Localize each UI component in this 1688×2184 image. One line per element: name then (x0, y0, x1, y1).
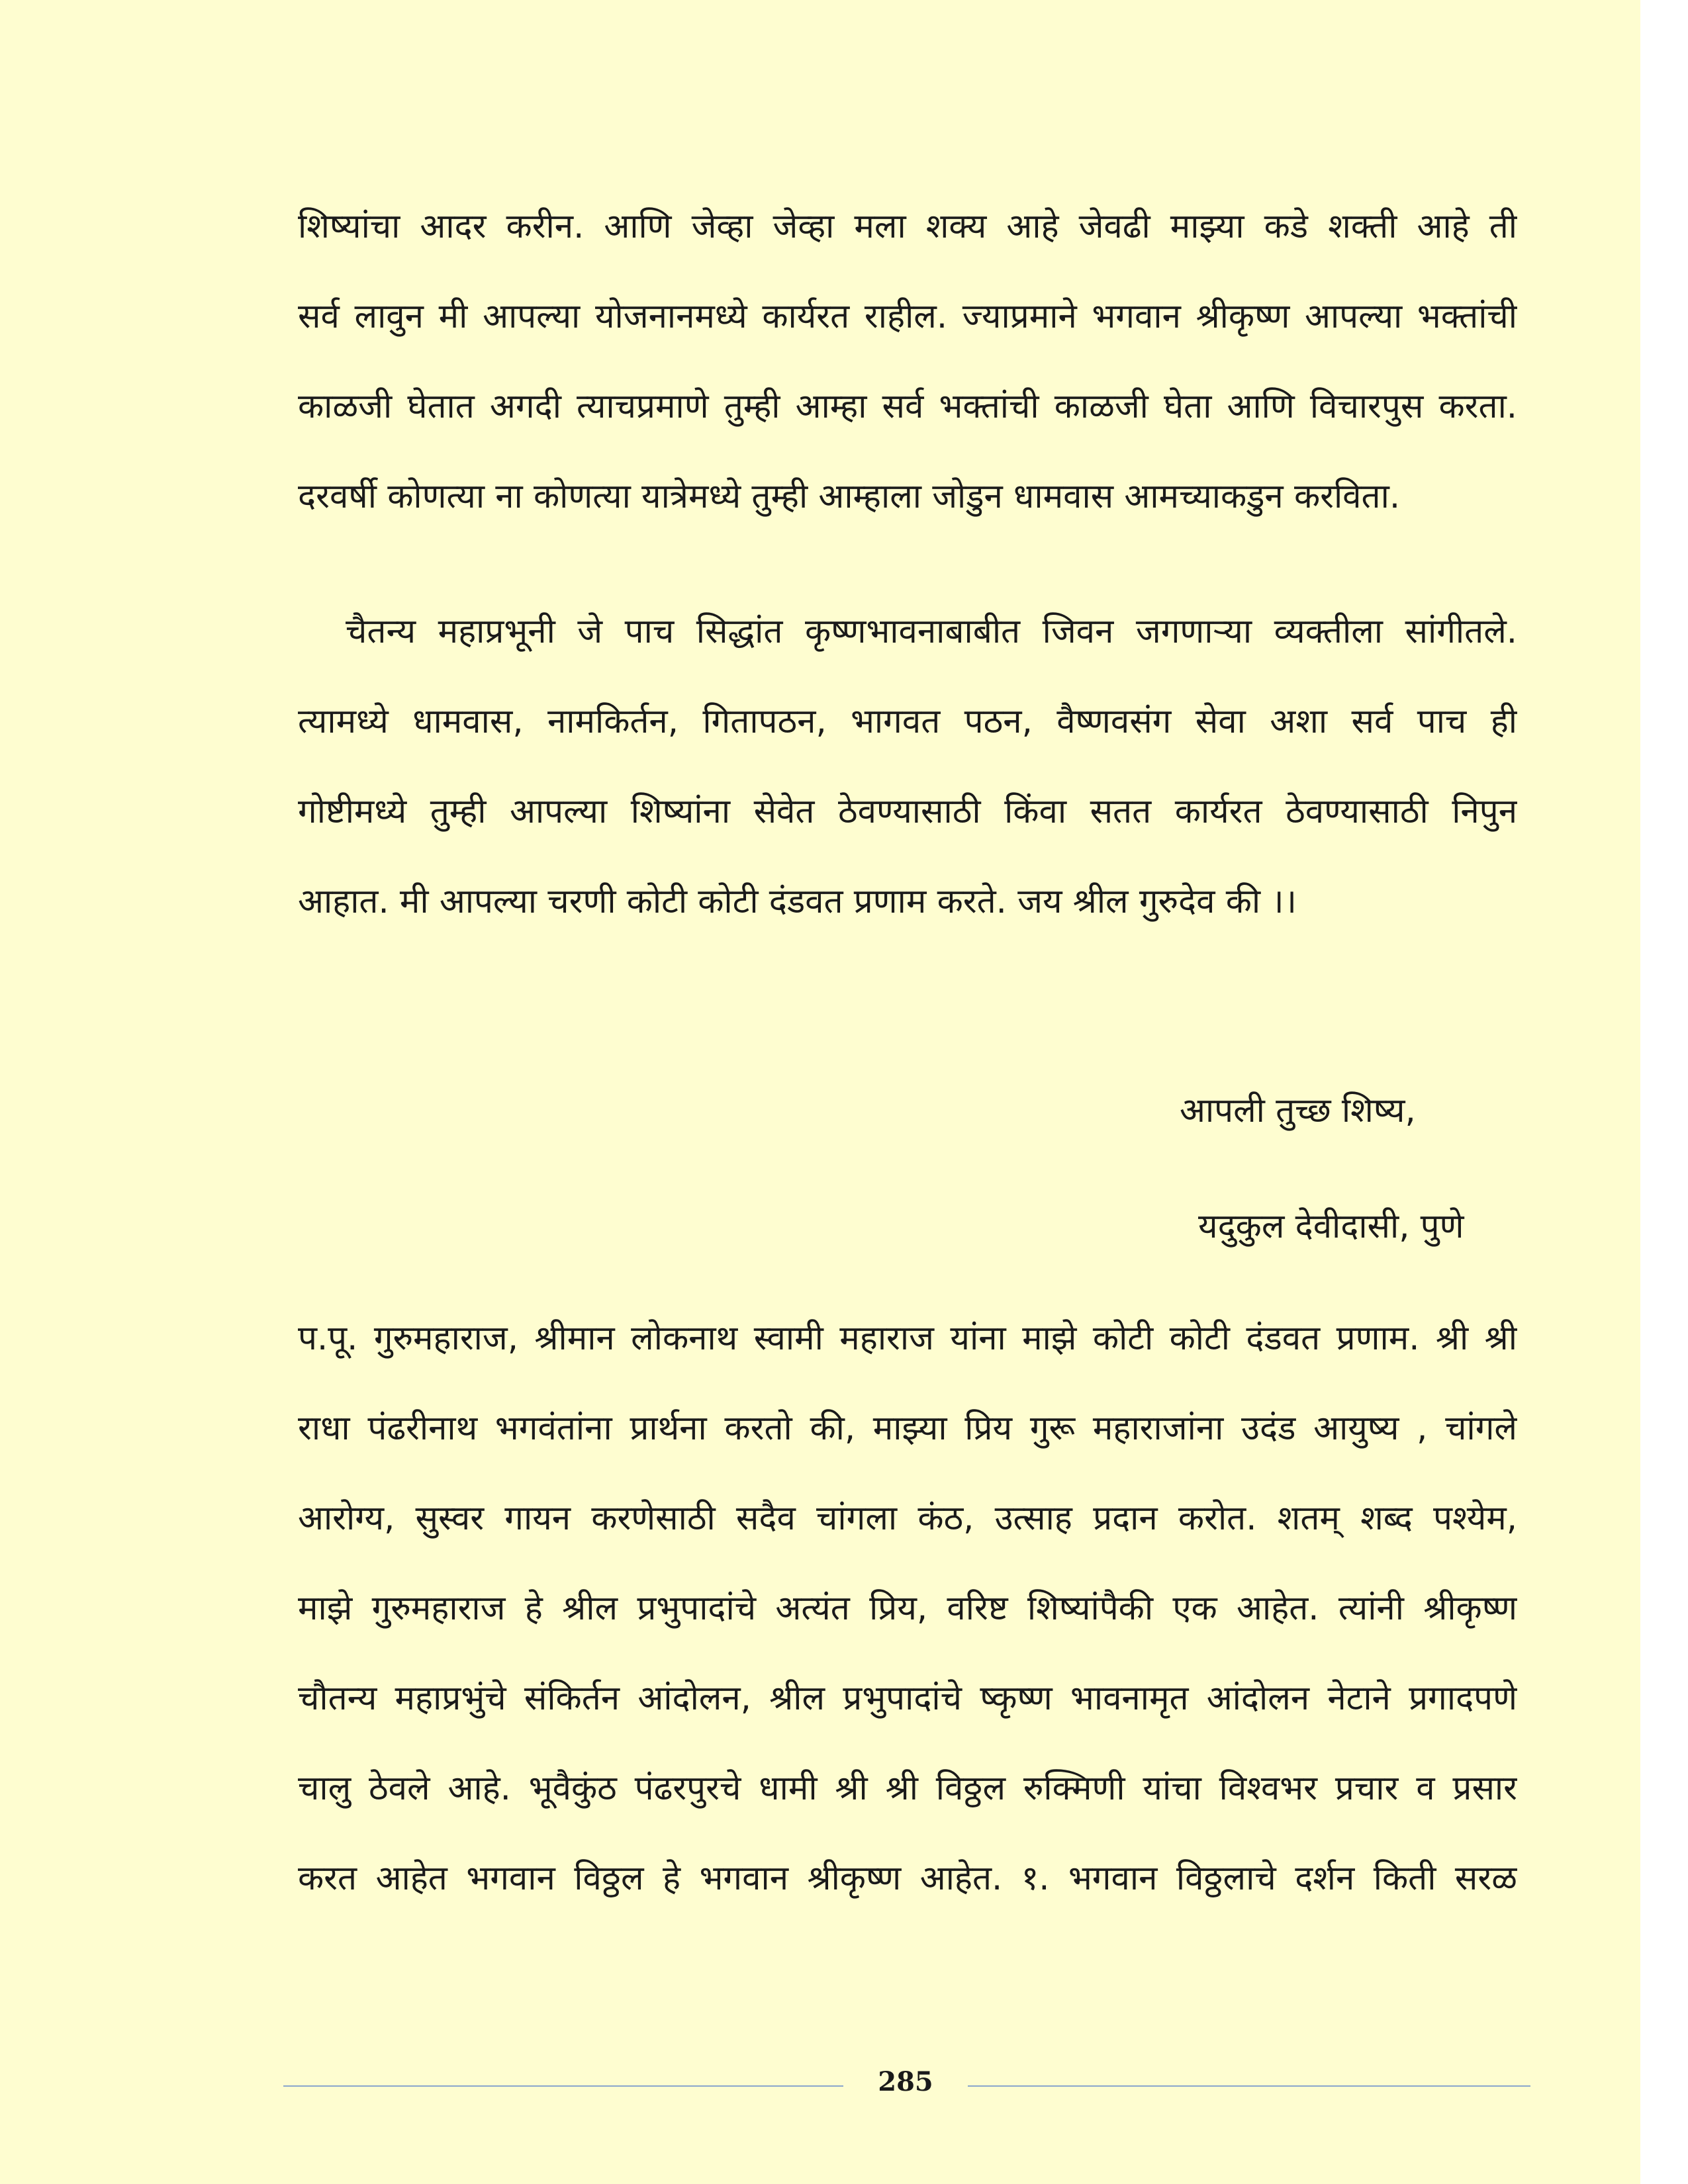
paragraph-1 (298, 182, 1517, 542)
paragraph-line: आहात. मी आपल्या चरणी कोटी कोटी दंडवत प्रणाम करते. जय श्रील गुरुदेव की ।। (298, 882, 1297, 921)
paragraph-line: सर्व लावुन मी आपल्या योजनानमध्ये कार्यरत राहील. ज्याप्रमाने भगवान श्रीकृष्ण आपल्या भक्तांची (298, 297, 1517, 336)
footer-rule-right (968, 2085, 1530, 2087)
paragraph-line: त्यामध्ये धामवास, नामकिर्तन, गितापठन, भागवत पठन, वैष्णवसंग सेवा अशा सर्व पाच ही (298, 702, 1517, 741)
paragraph-line: आरोग्य, सुस्वर गायन करणेसाठी सदैव चांगला कंठ, उत्साह प्रदान करोत. शतम् शब्द पश्येम, (298, 1499, 1517, 1538)
paragraph-line: काळजी घेतात अगदी त्याचप्रमाणे तुम्ही आम्हा सर्व भक्तांची काळजी घेता आणि विचारपुस करता. (298, 387, 1517, 426)
paragraph-line: गोष्टीमध्ये तुम्ही आपल्या शिष्यांना सेवेत ठेवण्यासाठी किंवा सतत कार्यरत ठेवण्यासाठी निपुन (298, 792, 1517, 831)
paragraph-line: प.पू. गुरुमहाराज, श्रीमान लोकनाथ स्वामी महाराज यांना माझे कोटी कोटी दंडवत प्रणाम. श्री श्री (298, 1319, 1517, 1358)
paragraph-3 (298, 1294, 1517, 1924)
paragraph-line: माझे गुरुमहाराज हे श्रील प्रभुपादांचे अत्यंत प्रिय, वरिष्ट शिष्यांपैकी एक आहेत. त्यांनी श्रीकृष्ण (298, 1589, 1517, 1628)
paragraph-line: करत आहेत भगवान विठ्ठल हे भगवान श्रीकृष्ण आहेत. १. भगवान विठ्ठलाचे दर्शन किती सरळ (298, 1859, 1517, 1898)
paragraph-line: दरवर्षी कोणत्या ना कोणत्या यात्रेमध्ये तुम्ही आम्हाला जोडुन धामवास आमच्याकडुन करविता. (298, 477, 1401, 516)
signature-closing: आपली तुच्छ शिष्य, (1180, 1091, 1416, 1130)
signature-name: यदुकुल देवीदासी, पुणे (1198, 1207, 1464, 1246)
paragraph-line: चैतन्य महाप्रभूनी जे पाच सिद्धांत कृष्णभावनाबाबीत जिवन जगणाऱ्या व्यक्तीला सांगीतले. (346, 612, 1517, 651)
paragraph-line: राधा पंढरीनाथ भगवंतांना प्रार्थना करतो की, माझ्या प्रिय गुरू महाराजांना उदंड आयुष्य , चांगले (298, 1409, 1517, 1448)
footer-rule-left (283, 2085, 843, 2087)
page-number: 285 (878, 2066, 933, 2097)
paragraph-line: शिष्यांचा आदर करीन. आणि जेव्हा जेव्हा मला शक्य आहे जेवढी माझ्या कडे शक्ती आहे ती (298, 207, 1517, 246)
paragraph-line: चालु ठेवले आहे. भूवैकुंठ पंढरपुरचे धामी श्री श्री विठ्ठल रुक्मिणी यांचा विश्वभर प्रचार व प्रसार (298, 1769, 1517, 1808)
paragraph-line: चौतन्य महाप्रभुंचे संकिर्तन आंदोलन, श्रील प्रभुपादांचे ष्कृष्ण भावनामृत आंदोलन नेटाने प्रगादपणे (298, 1679, 1517, 1718)
paragraph-2 (298, 587, 1517, 947)
